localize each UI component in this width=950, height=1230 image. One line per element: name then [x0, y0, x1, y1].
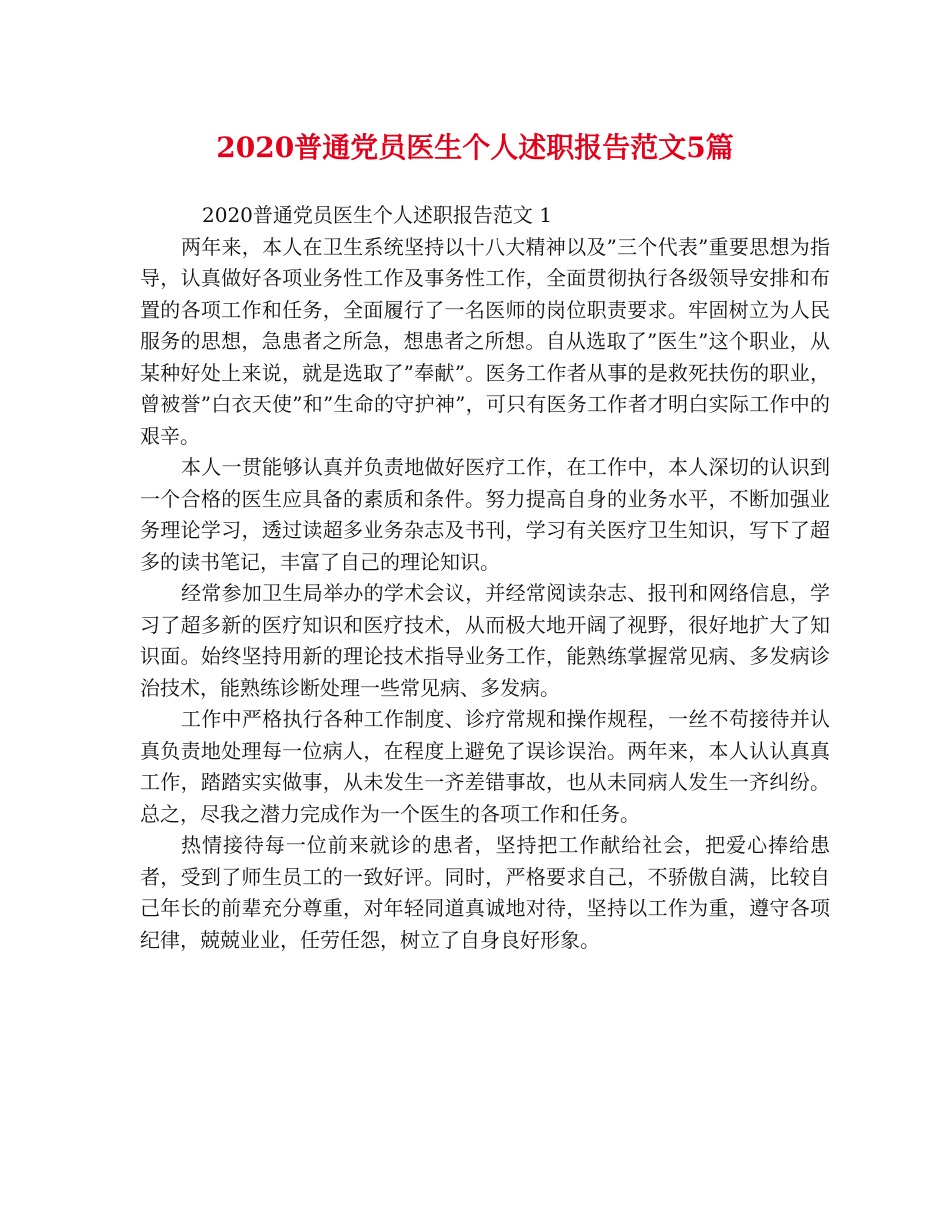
body-paragraph: 经常参加卫生局举办的学术会议，并经常阅读杂志、报刊和网络信息，学习了超多新的医疗知识和医疗技术，从而极大地开阔了视野，很好地扩大了知识面。始终坚持用新的理论技术指导业务工作，能熟练掌握常见病、多发病诊治技术，能熟练诊断处理一些常见病、多发病。 [140, 581, 830, 700]
body-paragraph: 热情接待每一位前来就诊的患者，坚持把工作献给社会，把爱心捧给患者，受到了师生员工的一致好评。同时，严格要求自己，不骄傲自满，比较自己年长的前辈充分尊重，对年轻同道真诚地对待，坚持以工作为重，遵守各项纪律，兢兢业业，任劳任怨，树立了自身良好形象。 [140, 833, 830, 952]
document-title: 2020普通党员医生个人述职报告范文5篇 [216, 131, 734, 164]
body-paragraph: 本人一贯能够认真并负责地做好医疗工作，在工作中，本人深切的认识到一个合格的医生应具备的素质和条件。努力提高自身的业务水平，不断加强业务理论学习，透过读超多业务杂志及书刊，学习有关医疗卫生知识，写下了超多的读书笔记，丰富了自己的理论知识。 [140, 455, 830, 574]
document-body [140, 200, 830, 956]
body-paragraph: 两年来，本人在卫生系统坚持以十八大精神以及”三个代表”重要思想为指导，认真做好各项业务性工作及事务性工作，全面贯彻执行各级领导安排和布置的各项工作和任务，全面履行了一名医师的岗位职责要求。牢固树立为人民服务的思想，急患者之所急，想患者之所想。自从选取了”医生”这个职业，从某种好处上来说，就是选取了”奉献”。医务工作者从事的是救死扶伤的职业，曾被誉”白衣天使”和”生命的守护神”，可只有医务工作者才明白实际工作中的艰辛。 [140, 234, 830, 448]
section-heading: 2020普通党员医生个人述职报告范文 1 [202, 203, 552, 227]
body-paragraph: 工作中严格执行各种工作制度、诊疗常规和操作规程，一丝不苟接待并认真负责地处理每一位病人，在程度上避免了误诊误治。两年来，本人认认真真工作，踏踏实实做事，从未发生一齐差错事故，也从未同病人发生一齐纠纷。总之，尽我之潜力完成作为一个医生的各项工作和任务。 [140, 707, 830, 826]
